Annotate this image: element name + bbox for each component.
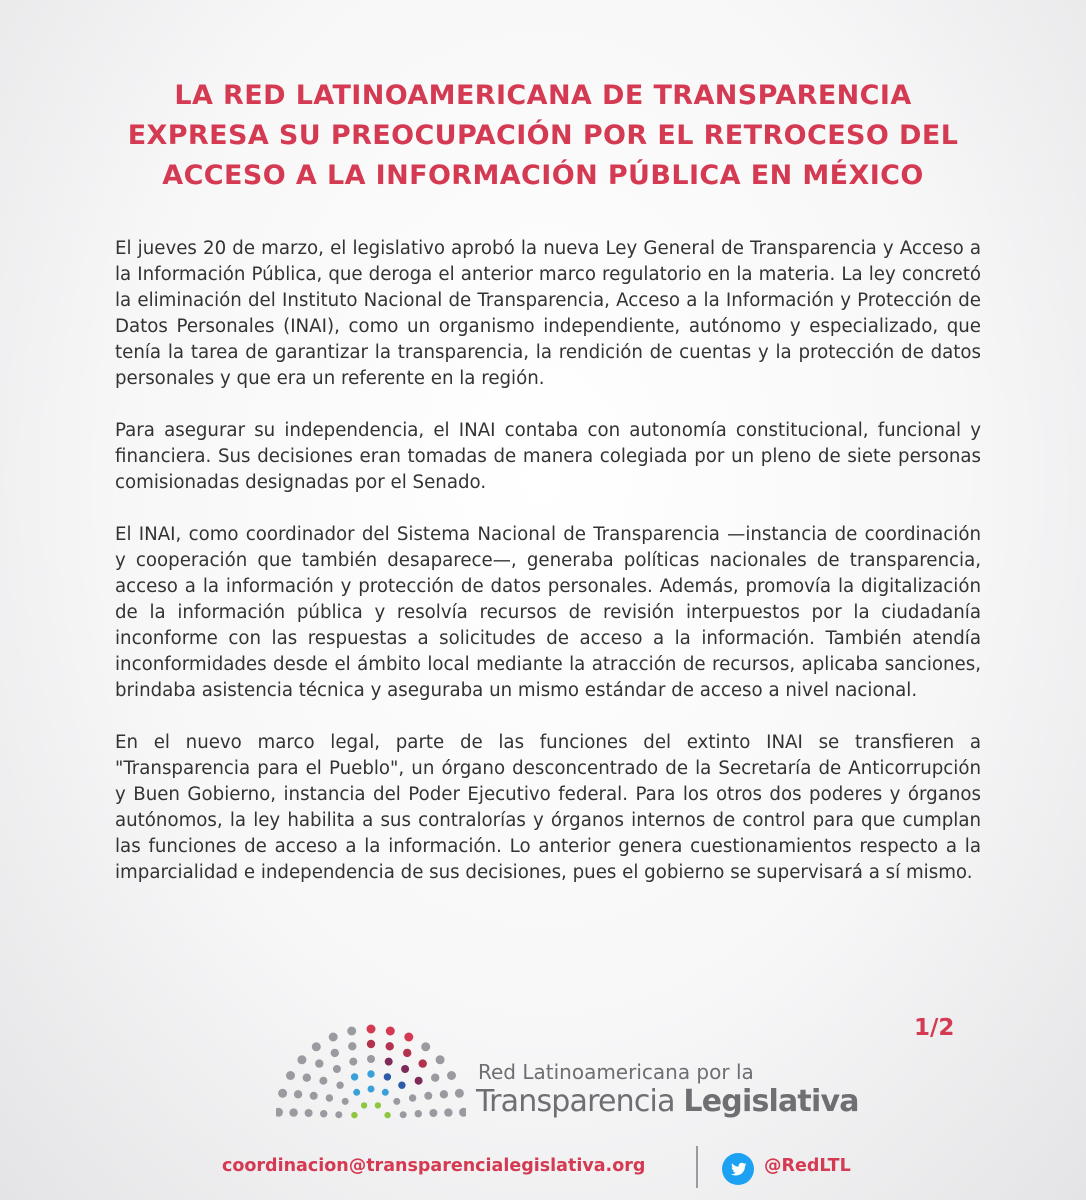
logo-dot	[386, 1042, 394, 1050]
logo-dot	[336, 1082, 343, 1089]
logo-text-bold: Legislativa	[683, 1084, 859, 1119]
logo-dot	[315, 1059, 323, 1067]
logo-dot	[286, 1071, 295, 1080]
footer-divider	[696, 1146, 698, 1188]
logo-dot	[276, 1108, 283, 1117]
logo-dot	[329, 1033, 338, 1042]
logo-dot	[278, 1089, 287, 1098]
logo-dot	[367, 1025, 376, 1034]
title-line: EXPRESA SU PREOCUPACIÓN POR EL RETROCESO DEL	[127, 120, 959, 151]
logo-dot	[400, 1111, 407, 1118]
body-paragraph: El INAI, como coordinador del Sistema Nacional de Transparencia —instancia de coordinación y cooperación que también desaparece—, generaba políticas nacionales de transparencia, acceso a la información y protección de datos personales. Además, promovía la digitalización de la información pública y resolvía recursos de revisión interpuestos por la ciudadanía inconforme con las respuestas a solicitudes de acceso a la información. También atendía inconformidades desde el ámbito local mediante la atracción de recursos, aplicaba sanciones, brindaba asistencia técnica y aseguraba un mismo estándar de acceso a nivel nacional.	[115, 524, 981, 701]
logo-dot	[326, 1094, 333, 1101]
logo-dot	[421, 1042, 430, 1051]
logo-dot	[347, 1027, 356, 1036]
body-paragraph: Para asegurar su independencia, el INAI contaba con autonomía constitucional, funcional y financiera. Sus decisiones eran tomadas de manera colegiada por un pleno de siete personas comisionadas designadas por el Senado.	[115, 420, 981, 493]
logo-dot	[297, 1055, 306, 1064]
logo-dot	[375, 1102, 381, 1108]
logo-dot	[393, 1098, 400, 1105]
logo-dot	[404, 1033, 413, 1042]
logo-dot	[382, 1089, 389, 1096]
document-title	[60, 76, 1026, 196]
logo-dot	[459, 1108, 466, 1117]
title-line: ACCESO A LA INFORMACIÓN PÚBLICA EN MÉXICO	[162, 160, 924, 191]
logo-dot	[447, 1071, 456, 1080]
logo-dot	[333, 1065, 341, 1073]
parliament-hemicycle-icon	[276, 1022, 466, 1132]
logo-dot	[367, 1055, 375, 1063]
logo-text-light: Transparencia	[476, 1084, 675, 1119]
body-paragraph: En el nuevo marco legal, parte de las funciones del extinto INAI se transfieren a "Transparencia para el Pueblo", un órgano desconcentrado de la Secretaría de Anticorrupción y Buen Gobierno, instancia del Poder Ejecutivo federal. Para los otros dos poderes y órganos autónomos, la ley habilita a sus contralorías y órganos internos de control para que cumplan las funciones de acceso a la información. Lo anterior genera cuestionamientos respecto a la imparcialidad e independencia de sus decisiones, pues el gobierno se supervisará a sí mismo.	[115, 732, 981, 883]
document-body	[115, 236, 981, 912]
logo-dot	[367, 1070, 374, 1077]
logo-dot	[351, 1073, 358, 1080]
logo-dot	[384, 1073, 391, 1080]
contact-email-link[interactable]: coordinacion@transparencialegislativa.org	[222, 1156, 646, 1176]
logo-dot	[331, 1049, 339, 1057]
body-paragraph: El jueves 20 de marzo, el legislativo aprobó la nueva Ley General de Transparencia y Acceso a la Información Pública, que deroga el anterior marco regulatorio en la materia. La ley concretó la eliminación del Instituto Nacional de Transparencia, Acceso a la Información y Protección de Datos Personales (INAI), como un organismo independiente, autónomo y especializado, que tenía la tarea de garantizar la transparencia, la rendición de cuentas y la protección de datos personales y que era un referente en la región.	[115, 238, 981, 389]
logo-dot	[401, 1065, 409, 1073]
logo-dot	[368, 1086, 375, 1093]
logo-dot	[403, 1049, 411, 1057]
logo-dot	[386, 1027, 395, 1036]
logo-dot	[312, 1042, 321, 1051]
twitter-bird-icon[interactable]	[722, 1153, 754, 1185]
logo-dot	[348, 1042, 356, 1050]
logo-dot	[455, 1089, 464, 1098]
logo-dot	[310, 1092, 318, 1100]
logo-dot	[361, 1102, 367, 1108]
logo-dot	[335, 1111, 342, 1118]
title-line: LA RED LATINOAMERICANA DE TRANSPARENCIA	[174, 80, 912, 111]
logo-dot	[303, 1074, 311, 1082]
logo-dot	[431, 1074, 439, 1082]
twitter-handle-link[interactable]: @RedLTL	[764, 1156, 851, 1176]
logo-dot	[320, 1110, 327, 1117]
logo-text-line1: Red Latinoamericana por la	[478, 1060, 754, 1084]
logo-dot	[440, 1090, 448, 1098]
logo-dot	[351, 1112, 357, 1118]
logo-dot	[415, 1110, 422, 1117]
logo-dot	[415, 1077, 423, 1085]
logo-dot	[385, 1058, 393, 1066]
logo-dot	[384, 1112, 390, 1118]
logo-dot	[367, 1040, 375, 1048]
logo-dot	[349, 1058, 357, 1066]
logo-dot	[398, 1082, 405, 1089]
logo-dot	[342, 1098, 349, 1105]
page-number: 1/2	[914, 1015, 955, 1041]
logo-dot	[353, 1089, 360, 1096]
logo-dot	[319, 1077, 327, 1085]
logo-dot	[419, 1059, 427, 1067]
logo-dot	[289, 1108, 297, 1116]
logo-dot	[305, 1109, 313, 1117]
logo-dot	[409, 1094, 416, 1101]
logo-dot	[436, 1055, 445, 1064]
logo-text-line2	[476, 1084, 859, 1119]
logo-dot	[294, 1090, 302, 1098]
logo-dot	[444, 1108, 452, 1116]
logo-dot	[424, 1092, 432, 1100]
logo-dot	[429, 1109, 437, 1117]
